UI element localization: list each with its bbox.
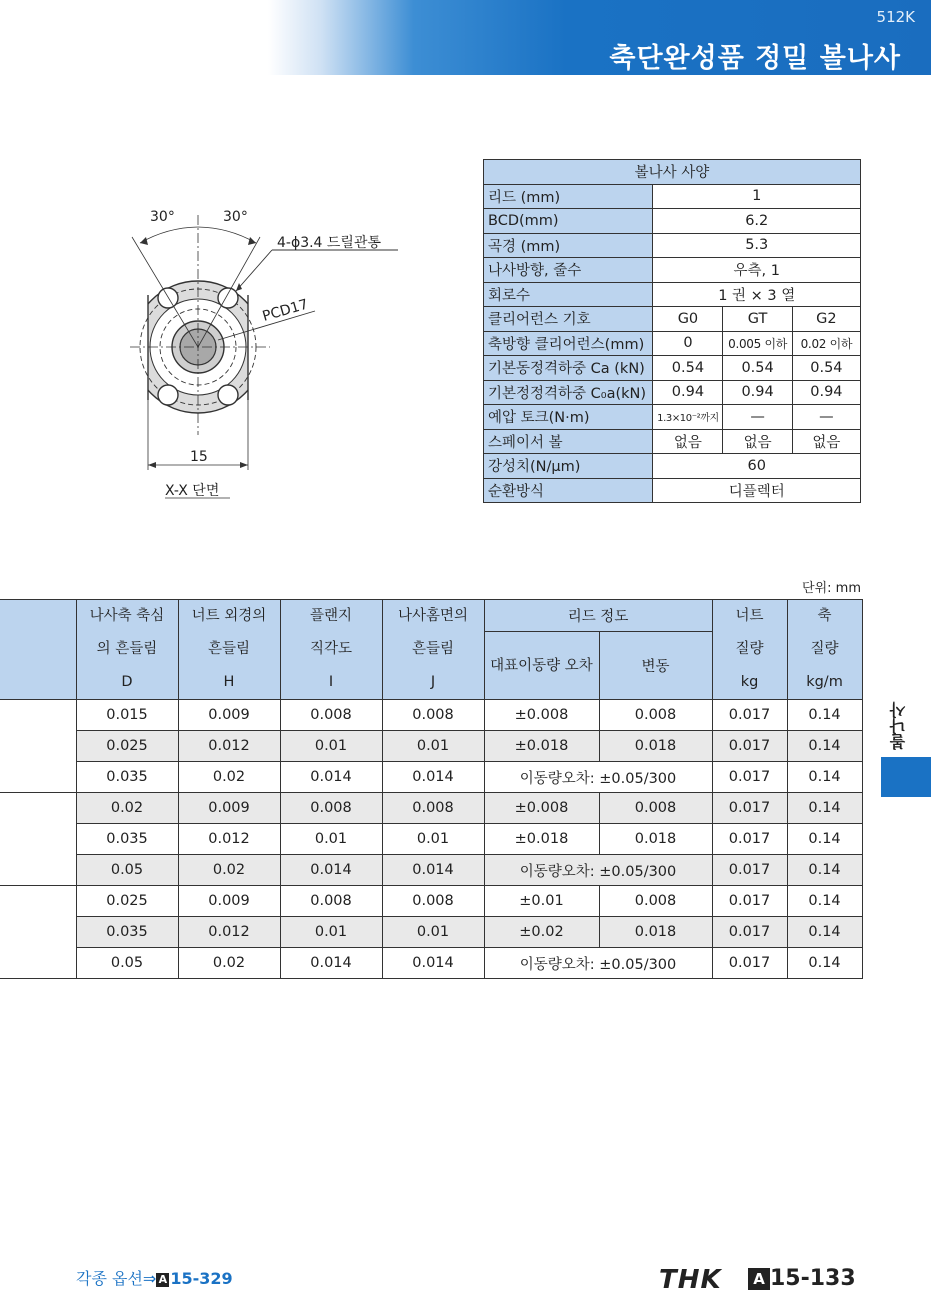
- spec-value: 없음: [723, 429, 792, 454]
- row-label-cell: [0, 731, 76, 762]
- spec-label: 기본동정격하중 Ca (kN): [484, 356, 653, 381]
- cell-i: 0.014: [280, 948, 382, 979]
- cell-merged-error: 이동량오차: ±0.05/300: [484, 762, 712, 793]
- cell-rep: ±0.018: [484, 824, 599, 855]
- options-page-ref: 15-329: [170, 1269, 233, 1288]
- cell-j: 0.01: [382, 824, 484, 855]
- spec-title: 볼나사 사양: [484, 160, 861, 185]
- cell-shaft: 0.14: [787, 700, 862, 731]
- section-a-badge: A: [748, 1268, 770, 1290]
- cell-var: 0.008: [599, 793, 712, 824]
- spec-value: GT: [723, 307, 792, 332]
- row-label-cell: [0, 793, 76, 824]
- cell-i: 0.01: [280, 917, 382, 948]
- options-text: 각종 옵션⇒: [76, 1269, 157, 1288]
- header-variation: 변동: [599, 632, 712, 700]
- cell-shaft: 0.14: [787, 917, 862, 948]
- cell-d: 0.035: [76, 917, 178, 948]
- cell-i: 0.008: [280, 700, 382, 731]
- spec-label: 스페이서 볼: [484, 429, 653, 454]
- cell-i: 0.01: [280, 731, 382, 762]
- spec-label: 곡경 (mm): [484, 233, 653, 258]
- cell-nut: 0.017: [712, 762, 787, 793]
- spec-value: 0: [653, 331, 723, 356]
- spec-label: 강성치(N/μm): [484, 454, 653, 479]
- cell-nut: 0.017: [712, 948, 787, 979]
- spec-value: 0.54: [653, 356, 723, 381]
- cell-d: 0.02: [76, 793, 178, 824]
- cell-merged-error: 이동량오차: ±0.05/300: [484, 948, 712, 979]
- cell-i: 0.008: [280, 793, 382, 824]
- cell-shaft: 0.14: [787, 886, 862, 917]
- header-nut-runout: 너트 외경의 흔들림 H: [178, 600, 280, 700]
- thk-logo: THK: [659, 1265, 722, 1295]
- header-lead-accuracy: 리드 정도: [484, 600, 712, 632]
- cell-h: 0.012: [178, 731, 280, 762]
- cell-h: 0.012: [178, 917, 280, 948]
- spec-value: 0.94: [792, 380, 860, 405]
- cell-j: 0.014: [382, 948, 484, 979]
- cell-j: 0.008: [382, 886, 484, 917]
- spec-value: 없음: [653, 429, 723, 454]
- cell-rep: ±0.01: [484, 886, 599, 917]
- width-dimension: 15: [190, 449, 208, 465]
- cell-j: 0.01: [382, 917, 484, 948]
- cell-rep: ±0.018: [484, 731, 599, 762]
- page-title: 축단완성품 정밀 볼나사: [609, 43, 901, 74]
- spec-value: 1.3×10⁻²까지: [653, 405, 723, 430]
- cell-rep: ±0.008: [484, 700, 599, 731]
- spec-value: 0.005 이하: [723, 331, 792, 356]
- spec-label: 순환방식: [484, 478, 653, 503]
- cell-shaft: 0.14: [787, 762, 862, 793]
- model-number: 512K: [876, 8, 915, 26]
- spec-label: 나사방향, 줄수: [484, 258, 653, 283]
- spec-value: 0.94: [653, 380, 723, 405]
- cell-nut: 0.017: [712, 824, 787, 855]
- cell-shaft: 0.14: [787, 793, 862, 824]
- cell-nut: 0.017: [712, 855, 787, 886]
- cell-j: 0.01: [382, 731, 484, 762]
- row-label-cell: [0, 886, 76, 917]
- spec-value: 0.54: [723, 356, 792, 381]
- spec-value: —: [792, 405, 860, 430]
- cell-shaft: 0.14: [787, 855, 862, 886]
- header-thread-runout: 나사홈면의 흔들림 J: [382, 600, 484, 700]
- spec-label: 예압 토크(N·m): [484, 405, 653, 430]
- cell-j: 0.014: [382, 855, 484, 886]
- cell-d: 0.015: [76, 700, 178, 731]
- spec-value: —: [723, 405, 792, 430]
- cell-rep: ±0.008: [484, 793, 599, 824]
- cell-d: 0.05: [76, 855, 178, 886]
- cell-h: 0.009: [178, 700, 280, 731]
- cell-h: 0.02: [178, 948, 280, 979]
- spec-label: 기본정정격하중 C₀a(kN): [484, 380, 653, 405]
- unit-label: 단위: mm: [802, 581, 861, 596]
- cell-i: 0.01: [280, 824, 382, 855]
- row-label-cell: [0, 824, 76, 855]
- row-label-cell: [0, 917, 76, 948]
- options-link[interactable]: [76, 1266, 233, 1289]
- angle-left-label: 30°: [150, 209, 175, 225]
- cell-d: 0.025: [76, 731, 178, 762]
- cell-var: 0.018: [599, 917, 712, 948]
- cell-d: 0.035: [76, 824, 178, 855]
- row-label-cell: [0, 762, 76, 793]
- cell-j: 0.014: [382, 762, 484, 793]
- cell-i: 0.014: [280, 855, 382, 886]
- cell-nut: 0.017: [712, 793, 787, 824]
- spec-value: 0.94: [723, 380, 792, 405]
- cell-h: 0.012: [178, 824, 280, 855]
- section-label: X-X 단면: [165, 483, 220, 499]
- cell-nut: 0.017: [712, 917, 787, 948]
- section-drawing: [110, 195, 410, 509]
- spec-value: 0.02 이하: [792, 331, 860, 356]
- cell-nut: 0.017: [712, 886, 787, 917]
- cell-h: 0.009: [178, 886, 280, 917]
- cell-nut: 0.017: [712, 700, 787, 731]
- cell-h: 0.02: [178, 855, 280, 886]
- cell-var: 0.018: [599, 731, 712, 762]
- cell-d: 0.05: [76, 948, 178, 979]
- header-flange-perpendicularity: 플랜지 직각도 I: [280, 600, 382, 700]
- cell-d: 0.035: [76, 762, 178, 793]
- spec-value: 6.2: [653, 209, 861, 234]
- pcd-label: PCD17: [260, 296, 311, 325]
- row-label-cell: [0, 855, 76, 886]
- cell-h: 0.02: [178, 762, 280, 793]
- cell-var: 0.018: [599, 824, 712, 855]
- spec-value: G2: [792, 307, 860, 332]
- cell-var: 0.008: [599, 700, 712, 731]
- header-representative-error: 대표이동량 오차: [484, 632, 599, 700]
- spec-value: 디플렉터: [653, 478, 861, 503]
- spec-label: 축방향 클리어런스(mm): [484, 331, 653, 356]
- cell-h: 0.009: [178, 793, 280, 824]
- cell-shaft: 0.14: [787, 731, 862, 762]
- spec-value: 우측, 1: [653, 258, 861, 283]
- row-label-cell: [0, 948, 76, 979]
- cell-var: 0.008: [599, 886, 712, 917]
- cell-d: 0.025: [76, 886, 178, 917]
- cell-merged-error: 이동량오차: ±0.05/300: [484, 855, 712, 886]
- cell-i: 0.014: [280, 762, 382, 793]
- cell-rep: ±0.02: [484, 917, 599, 948]
- spec-label: 클리어런스 기호: [484, 307, 653, 332]
- spec-value: 0.54: [792, 356, 860, 381]
- ballscrew-spec-table: [483, 159, 861, 503]
- cell-j: 0.008: [382, 793, 484, 824]
- spec-value: 1: [653, 184, 861, 209]
- page-number: [748, 1266, 856, 1291]
- side-index-tab[interactable]: [881, 757, 931, 797]
- page-ref: 15-133: [770, 1266, 856, 1291]
- row-label-cell: [0, 700, 76, 731]
- section-a-badge: A: [156, 1273, 169, 1287]
- cell-nut: 0.017: [712, 731, 787, 762]
- header-blank: [0, 600, 76, 700]
- spec-value: 60: [653, 454, 861, 479]
- hole-callout: 4-ϕ3.4 드릴관통: [277, 235, 382, 251]
- spec-label: 리드 (mm): [484, 184, 653, 209]
- header-shaft-mass: 축 질량 kg/m: [787, 600, 862, 700]
- header-shaft-runout: 나사축 축심 의 흔들림 D: [76, 600, 178, 700]
- spec-value: 1 권 × 3 열: [653, 282, 861, 307]
- cell-shaft: 0.14: [787, 824, 862, 855]
- side-section-label: 볼나사: [889, 702, 908, 750]
- spec-value: 없음: [792, 429, 860, 454]
- spec-label: 회로수: [484, 282, 653, 307]
- cell-shaft: 0.14: [787, 948, 862, 979]
- cell-i: 0.008: [280, 886, 382, 917]
- cell-j: 0.008: [382, 700, 484, 731]
- header-band: [268, 0, 931, 75]
- spec-label: BCD(mm): [484, 209, 653, 234]
- header-nut-mass: 너트 질량 kg: [712, 600, 787, 700]
- spec-value: G0: [653, 307, 723, 332]
- angle-right-label: 30°: [223, 209, 248, 225]
- spec-value: 5.3: [653, 233, 861, 258]
- accuracy-table: [0, 599, 863, 979]
